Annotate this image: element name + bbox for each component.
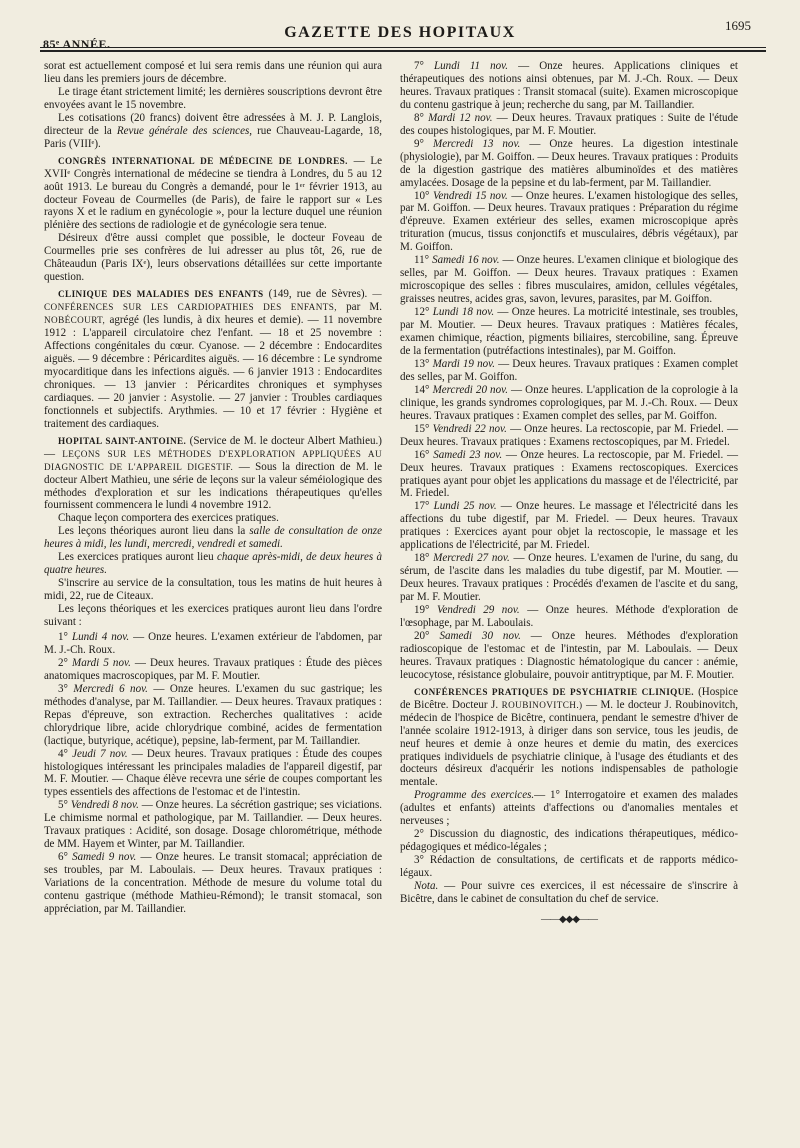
issue-number: 85ᵉ ANNÉE. [43,37,111,51]
author-name: ROUBINOVITCH.) [501,699,583,710]
list-item: 17° Lundi 25 nov. — Onze heures. Le massage et l'électricité dans les affections du tube digestif, par M. Friedel. — Deux heures. Travaux pratiques : Exercices ayant pour objet la rectoscopie, le massage et les applications de l'électricité, par M. Friedel. [400,500,738,552]
section-heading: CONFÉRENCES PRATIQUES DE PSYCHIATRIE CLINIQUE. [414,686,694,697]
author-name: NOBÉCOURT, [44,315,106,326]
news-item-congres: CONGRÈS INTERNATIONAL DE MÉDECINE DE LONDRES. — Le XVIIᵉ Congrès international de médecine se tiendra à Londres, du 5 au 12 août 1913. Le bureau du Congrès a demandé, pour le 1ᵉʳ février 1913, au docteur Foveau de Courmelles (de Paris), de faire le rapport sur « Les rayons X et le radium en gynécologie », pour la lecture duquel une réunion plénière des sections de radiologie et de gynécologie sera tenue. [44,154,383,232]
paragraph: Le tirage étant strictement limité; les dernières souscriptions devront être envoyées avant le 15 novembre. [44,85,382,111]
header-rule-thick [40,50,766,52]
list-item: 8° Mardi 12 nov. — Deux heures. Travaux pratiques : Suite de l'étude des coupes histologiques, par M. F. Moutier. [400,111,739,137]
list-item: 3° Mercredi 6 nov. — Onze heures. L'examen du suc gastrique; les méthodes d'analyse, par M. Taillandier. — Deux heures. Travaux pratiques : Repas d'épreuve, son extraction. Recherches qualitatives : acide chlorydrique libre, acide chlorydrique combiné, acides de fermentation (lactique, butyrique, acétique), pepsine, lab-ferment, par M. Taillandier. [44,682,383,747]
list-item: 9° Mercredi 13 nov. — Onze heures. La digestion intestinale (physiologie), par M. Goiffon. — Deux heures. Travaux pratiques : Produits de la digestion gastrique des matières albuminoïdes et des matières amylacées. Dosage de la pepsine et du lab-ferment, par M. Taillandier. [400,137,739,189]
list-item: 14° Mercredi 20 nov. — Onze heures. L'application de la coprologie à la clinique, les grands syndromes coprologiques, par M. J.-Ch. Roux. — Deux heures. Travaux pratiques : Examen complet des selles, par M. Goiffon. [400,383,739,422]
list-item: 10° Vendredi 15 nov. — Onze heures. L'examen histologique des selles, par M. Goiffon. — Deux heures. Travaux pratiques : Préparation du régime d'épreuve. Examen extérieur des selles, examen microscopique après trituration (mucus, tissus conjonctifs et musculaires, débris végétaux), par M. Goiffon. [400,189,739,254]
news-item-psychiatrie: CONFÉRENCES PRATIQUES DE PSYCHIATRIE CLINIQUE. (Hospice de Bicêtre. Docteur J. ROUBINOVITCH.) — M. le docteur J. Roubinovitch, médecin de l'hospice de Bicêtre, continuera, pendant le semestre d'hiver de l'année scolaire 1912-1913, à diriger dans son service, tous les jeudis, de neuf heures et demie à onze heures et demie du matin, des exercices pratiques individuels de psychiatrie clinique, à l'usage des étudiants et des docteurs désireux d'acquérir les notions indispensables de pathologie mentale. [400,685,739,789]
list-item: 7° Lundi 11 nov. — Onze heures. Applications cliniques et thérapeutiques des notions ainsi obtenues, par M. J.-Ch. Roux. — Deux heures. Travaux pratiques : Transit stomacal (suite). Examen microscopique du contenu gastrique à jeun; recherche du sang, par M. Taillandier. [400,60,738,111]
left-column [44,60,382,916]
list-item: 3° Rédaction de consultations, de certificats et de rapports médico-légaux. [400,854,738,880]
paragraph: Les cotisations (20 francs) doivent être adressées à M. J. P. Langlois, directeur de la Revue générale des sciences, rue Chauveau-Lagarde, 18, Paris (VIIIᵉ). [44,111,382,150]
paragraph: Chaque leçon comportera des exercices pratiques. [58,512,279,525]
paragraph: Les exercices pratiques auront lieu chaque après-midi, de deux heures à quatre heures. [44,551,383,577]
section-heading: HOPITAL SAINT-ANTOINE. [58,435,187,446]
list-item: 11° Samedi 16 nov. — Onze heures. L'examen clinique et biologique des selles, par M. Goiffon. — Deux heures. Travaux pratiques : Examen microscopique des selles : fibres musculaires, amidon, cellules végétales, graisses neutres, acides gras, savon, levures, parasites, par M. Goiffon. [400,254,739,306]
list-item: 1° Lundi 4 nov. — Onze heures. L'examen extérieur de l'abdomen, par M. J.-Ch. Roux. [44,630,383,656]
paragraph: sorat est actuellement composé et lui sera remis dans une réunion qui aura lieu dans les premiers jours de décembre. [44,60,382,85]
news-item-hopital: HOPITAL SAINT-ANTOINE. (Service de M. le docteur Albert Mathieu.) — LEÇONS SUR LES MÉTHODES D'EXPLORATION APPLIQUÉES AU DIAGNOSTIC DE L'APPAREIL DIGESTIF. — Sous la direction de M. le docteur Albert Mathieu, une série de leçons sur la valeur séméiologique des méthodes d'exploration et sur les indications thérapeutiques qu'elles fournissent commencera le lundi 4 novembre 1912. [44,434,382,512]
list-item: 2° Mardi 5 nov. — Deux heures. Travaux pratiques : Étude des pièces anatomiques macroscopiques, par M. F. Moutier. [44,656,382,682]
masthead-title: GAZETTE DES HOPITAUX [284,24,516,41]
list-item: 13° Mardi 19 nov. — Deux heures. Travaux pratiques : Examen complet des selles, par M. Goiffon. [400,357,739,383]
list-item: 20° Samedi 30 nov. — Onze heures. Méthodes d'exploration radioscopique de l'estomac et de l'intestin, par M. Laboulais. — Deux heures. Travaux pratiques : Diagnostic hématologique du cancer : anémie, leucocytose, résistance globulaire, pouvoir antitryptique, par M. F. Moutier. [400,629,738,681]
news-item-clinique: CLINIQUE DES MALADIES DES ENFANTS (149, rue de Sèvres). — CONFÉRENCES SUR LES CARDIOPATHIES DES ENFANTS, par M. NOBÉCOURT, agrégé (les lundis, à dix heures et demie). — 11 novembre 1912 : L'appareil circulatoire chez l'enfant. — 18 et 25 novembre : Affections congénitales du cœur. Cyanose. — 2 décembre : Endocardites aiguës. — 9 décembre : Péricardites aiguës. — 16 décembre : Le syndrome myocarditique dans les infections aiguës. — 6 janvier 1913 : Endocardites chroniques. — 13 janvier : Péricardites chroniques et symphyses cardiaques. — 20 janvier : Asystolie. — 27 janvier : Troubles cardiaques fonctionnels et subjectifs. Arythmies. — 10 et 17 février : Hygiène et traitement des cardiaques. [44,288,383,430]
list-item: 18° Mercredi 27 nov. — Onze heures. L'examen de l'urine, du sang, du sérum, de l'ascite dans les maladies du tube digestif, par M. Moutier. — Deux heures. Travaux pratiques : Procédés d'examen de l'ascite et du sang, par M. F. Moutier. [400,552,738,604]
list-item: 2° Discussion du diagnostic, des indications thérapeutiques, médico-pédagogiques et médico-légales ; [400,828,738,854]
paragraph: Désireux d'être aussi complet que possible, le docteur Foveau de Courmelles prie ses confrères de lui adresser au plus tôt, 26, rue de Châteaudun (Paris IXᵉ), leurs observations détaillées sur cette importante question. [44,232,382,284]
right-column [400,60,738,927]
paragraph: Les leçons théoriques et les exercices pratiques auront lieu dans l'ordre suivant : [44,603,382,629]
section-heading: CONGRÈS INTERNATIONAL DE MÉDECINE DE LONDRES. [58,155,348,166]
list-item: 15° Vendredi 22 nov. — Onze heures. La rectoscopie, par M. Friedel. — Deux heures. Travaux pratiques : Examens rectoscopiques, par M. Friedel. [400,422,739,448]
list-item: 6° Samedi 9 nov. — Onze heures. Le transit stomacal; appréciation de ses troubles, par M. Laboulais. — Deux heures. Travaux pratiques : Variations de la concentration. Méthode de mesure du volume total du contenu gastrique (méthode Mathieu-Rémond); le transit stomacal, son appréciation, par M. Taillandier. [44,851,382,915]
list-item: 12° Lundi 18 nov. — Onze heures. La motricité intestinale, ses troubles, par M. Moutier. — Deux heures. Travaux pratiques : Matières fécales, examen chimique, réaction, pigments biliaires, stercobiline, sang. Épreuve de la fermentation (putréfactions intestinales), par M. Goiffon. [400,306,739,357]
header-rule [40,47,766,48]
paragraph: Les leçons théoriques auront lieu dans la salle de consultation de onze heures à midi, les lundi, mercredi, vendredi et samedi. [44,525,383,551]
ornament-divider: ——◆◆◆—— [540,913,598,925]
nota: Nota. — Pour suivre ces exercices, il est nécessaire de s'inscrire à Bicêtre, dans le cabinet de consultation du chef de service. [400,880,738,905]
list-item: 16° Samedi 23 nov. — Onze heures. La rectoscopie, par M. Friedel. — Deux heures. Travaux pratiques : Examens rectoscopiques. Exercices pratiques ayant pour objet les applications du massage et de l'électricité, par M. Friedel. [400,448,738,500]
programme: Programme des exercices.— 1° Interrogatoire et examen des malades (adultes et enfants) atteints d'affections ou d'anomalies mentales et nerveuses ; [400,789,738,828]
list-item: 4° Jeudi 7 nov. — Deux heures. Travaux pratiques : Étude des coupes histologiques intéressant les principales maladies de l'appareil digestif, par M. F. Moutier. — Chaque élève recevra une série de coupes comportant les types essentiels des affections de l'estomac et de l'intestin. [44,747,383,799]
section-heading: CLINIQUE DES MALADIES DES ENFANTS [58,289,264,300]
journal-name: Revue générale des sciences, [116,124,253,137]
list-item: 19° Vendredi 29 nov. — Onze heures. Méthode d'exploration de l'œsophage, par M. Laboulais. [400,604,739,629]
paragraph: S'inscrire au service de la consultation, tous les matins de huit heures à midi, 22, rue de Citeaux. [44,577,382,603]
list-item: 5° Vendredi 8 nov. — Onze heures. La sécrétion gastrique; ses viciations. Le chimisme normal et pathologique, par M. Taillandier. — Deux heures. Travaux pratiques : Acidité, son dosage. Dosage chlorométrique, méthode de MM. Hayem et Winter, par M. Taillandier. [44,799,383,851]
page-number: 1695 [725,18,751,33]
